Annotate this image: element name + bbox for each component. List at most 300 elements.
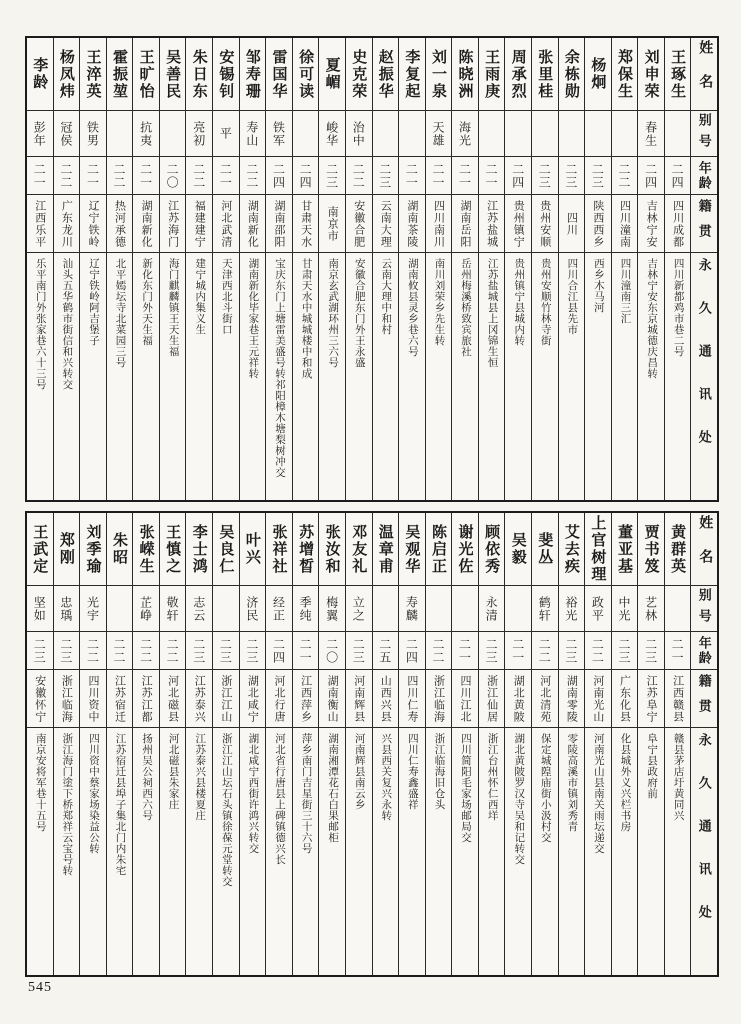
age-cell — [346, 156, 372, 194]
alias-cell — [559, 585, 585, 631]
age-cell — [346, 631, 372, 669]
name-text: 徐可读 — [297, 48, 314, 100]
age-text: 二三 — [244, 637, 259, 664]
native-place-text: 福建建宁 — [193, 199, 206, 248]
entry-column — [558, 38, 585, 500]
age-text: 二二 — [430, 637, 445, 664]
native-place-cell — [160, 194, 186, 252]
address-cell — [479, 727, 505, 975]
name-cell — [186, 38, 212, 110]
header-native-place-cell — [691, 669, 717, 727]
alias-cell — [479, 585, 505, 631]
age-cell — [54, 631, 80, 669]
alias-cell — [240, 585, 266, 631]
alias-cell — [186, 585, 212, 631]
entry-column — [425, 513, 452, 975]
age-cell — [399, 156, 425, 194]
alias-cell — [585, 110, 611, 156]
age-text: 二二 — [112, 162, 127, 189]
address-text: 南京玄武湖环州三六号 — [327, 258, 339, 368]
header-native-place-label: 籍贯 — [696, 198, 712, 249]
address-text: 零陵高溪市镇刘秀青 — [566, 733, 578, 832]
native-place-cell — [133, 194, 159, 252]
native-place-text: 江西萍乡 — [299, 674, 312, 723]
address-text: 乐平南门外张家巷六十三号 — [34, 258, 46, 390]
native-place-text: 江苏泰兴 — [193, 674, 206, 723]
name-cell — [426, 38, 452, 110]
alias-text: 寿山 — [244, 120, 259, 147]
alias-cell — [266, 110, 292, 156]
entry-column — [637, 513, 664, 975]
name-text: 张祥社 — [270, 523, 287, 575]
age-text: 二二 — [351, 162, 366, 189]
name-cell — [80, 38, 106, 110]
age-text: 二二 — [590, 637, 605, 664]
native-place-text: 热河承德 — [113, 199, 126, 248]
address-text: 江苏泰兴县楼夏庄 — [194, 733, 206, 821]
alias-cell — [186, 110, 212, 156]
alias-text: 平 — [218, 127, 233, 140]
age-cell — [452, 156, 478, 194]
alias-cell — [133, 585, 159, 631]
native-place-text: 江苏江都 — [140, 674, 153, 723]
native-place-text: 浙江江山 — [219, 674, 232, 723]
alias-cell — [80, 110, 106, 156]
entry-column — [27, 38, 53, 500]
age-cell — [373, 156, 399, 194]
name-cell — [266, 513, 292, 585]
native-place-cell — [240, 669, 266, 727]
name-cell — [346, 513, 372, 585]
age-cell — [266, 156, 292, 194]
age-cell — [612, 156, 638, 194]
header-alias-cell — [691, 110, 717, 156]
address-text: 萍乡南门吉星街三十六号 — [300, 733, 312, 854]
address-text: 云南大理中和村 — [380, 258, 392, 335]
native-place-text: 浙江仙居 — [485, 674, 498, 723]
native-place-cell — [638, 669, 664, 727]
address-cell — [346, 727, 372, 975]
entry-column — [504, 513, 531, 975]
address-text: 四川新都鸡市巷二号 — [672, 258, 684, 357]
age-text: 二二 — [112, 637, 127, 664]
age-cell — [80, 631, 106, 669]
name-text: 朱昭 — [111, 532, 128, 566]
age-text: 二二 — [165, 637, 180, 664]
name-cell — [319, 513, 345, 585]
native-place-text: 湖南新化 — [140, 199, 153, 248]
native-place-text: 四川潼南 — [618, 199, 631, 248]
name-cell — [160, 38, 186, 110]
address-text: 南川刘荣乡先生转 — [433, 258, 445, 346]
age-text: 二二 — [85, 637, 100, 664]
entry-column — [265, 38, 292, 500]
alias-cell — [452, 110, 478, 156]
entry-column — [425, 38, 452, 500]
header-column — [690, 513, 717, 975]
age-text: 二二 — [617, 162, 631, 189]
name-cell — [107, 38, 133, 110]
age-text: 二一 — [404, 162, 419, 189]
name-text: 斐丛 — [536, 532, 553, 566]
name-text: 王旷怡 — [137, 48, 154, 100]
name-cell — [638, 38, 664, 110]
name-cell — [107, 513, 133, 585]
alias-cell — [293, 585, 319, 631]
native-place-cell — [559, 194, 585, 252]
entry-column — [106, 38, 133, 500]
alias-text: 鹤轩 — [537, 595, 552, 622]
alias-text: 坚如 — [32, 595, 47, 622]
alias-cell — [80, 585, 106, 631]
alias-cell — [346, 110, 372, 156]
age-text: 二一 — [85, 162, 100, 189]
entry-column — [212, 513, 239, 975]
name-cell — [240, 38, 266, 110]
name-cell — [559, 38, 585, 110]
name-text: 叶兴 — [243, 532, 260, 566]
native-place-cell — [266, 194, 292, 252]
age-text: 二二 — [244, 162, 259, 189]
entry-column — [53, 513, 80, 975]
alias-cell — [665, 585, 691, 631]
name-cell — [160, 513, 186, 585]
address-cell — [107, 727, 133, 975]
alias-cell — [585, 585, 611, 631]
native-place-text: 湖北咸宁 — [246, 674, 259, 723]
header-alias-label: 别号 — [696, 112, 712, 155]
address-cell — [186, 252, 212, 500]
name-text: 史克荣 — [350, 48, 367, 100]
address-text: 北平嫣坛寺北菜园三号 — [114, 258, 126, 368]
name-text: 董亚基 — [616, 523, 632, 575]
age-text: 二四 — [271, 162, 286, 189]
address-cell — [399, 727, 425, 975]
native-place-cell — [27, 194, 53, 252]
age-cell — [27, 631, 53, 669]
native-place-cell — [213, 669, 239, 727]
age-text: 二一 — [457, 162, 472, 189]
name-text: 陈晓洲 — [456, 48, 473, 100]
name-cell — [505, 513, 531, 585]
age-cell — [319, 156, 345, 194]
page-number: 545 — [28, 980, 52, 995]
alias-cell — [133, 110, 159, 156]
entry-column — [106, 513, 133, 975]
address-cell — [240, 727, 266, 975]
native-place-text: 云南大理 — [379, 199, 392, 248]
address-text: 保定城隍庙街小汲村交 — [539, 733, 551, 843]
address-text: 江苏宿迁县埠子集北门内朱宅 — [114, 733, 126, 876]
entry-column — [451, 38, 478, 500]
alias-cell — [107, 110, 133, 156]
name-text: 李士鸿 — [190, 523, 207, 575]
alias-cell — [426, 585, 452, 631]
name-text: 刘申荣 — [642, 48, 659, 100]
name-text: 刘一泉 — [429, 48, 446, 100]
entry-column — [611, 38, 638, 500]
alias-cell — [27, 585, 53, 631]
name-cell — [479, 513, 505, 585]
native-place-text: 河南辉县 — [352, 674, 365, 723]
native-place-cell — [319, 669, 345, 727]
name-text: 张嵘生 — [137, 523, 154, 575]
name-cell — [319, 38, 345, 110]
native-place-cell — [399, 669, 425, 727]
alias-cell — [532, 110, 558, 156]
name-cell — [213, 513, 239, 585]
address-text: 四川资中蔡家场染益公转 — [87, 733, 99, 854]
address-cell — [160, 727, 186, 975]
alias-cell — [27, 110, 53, 156]
alias-cell — [213, 585, 239, 631]
age-text: 二四 — [298, 162, 313, 189]
native-place-text: 南京市 — [326, 205, 339, 242]
entry-column — [345, 513, 372, 975]
entry-column — [79, 38, 106, 500]
address-text: 扬州吴公祠西六号 — [141, 733, 153, 821]
name-cell — [665, 38, 691, 110]
header-name-label: 姓名 — [697, 515, 713, 583]
entry-column — [664, 38, 691, 500]
age-text: 二一 — [430, 162, 445, 189]
header-native-place-label: 籍贯 — [696, 673, 712, 724]
address-cell — [54, 727, 80, 975]
native-place-cell — [399, 194, 425, 252]
age-cell — [559, 156, 585, 194]
address-cell — [293, 252, 319, 500]
name-text: 雷国华 — [270, 48, 287, 100]
alias-cell — [505, 585, 531, 631]
age-cell — [186, 156, 212, 194]
entry-column — [27, 513, 53, 975]
address-text: 吉林宁安东京城德庆昌转 — [646, 258, 658, 379]
age-text: 二三 — [484, 637, 499, 664]
age-text: 二三 — [218, 637, 233, 664]
address-cell — [505, 252, 531, 500]
entry-column — [584, 38, 611, 500]
alias-cell — [665, 110, 691, 156]
address-text: 宝庆东门上塘雷美盛号转祁阳樟木塘梨树冲交 — [273, 258, 285, 478]
native-place-cell — [80, 669, 106, 727]
name-text: 邓友礼 — [350, 523, 367, 575]
address-cell — [346, 252, 372, 500]
native-place-text: 陕西西乡 — [591, 199, 604, 248]
name-text: 周承烈 — [509, 48, 526, 100]
address-cell — [373, 252, 399, 500]
native-place-text: 湖南邵阳 — [272, 199, 285, 248]
native-place-text: 江苏海门 — [166, 199, 179, 248]
header-column — [690, 38, 717, 500]
address-text: 辽宁铁岭阿吉堡子 — [87, 258, 99, 346]
name-text: 杨凤炜 — [57, 48, 74, 100]
age-cell — [585, 631, 611, 669]
name-cell — [585, 513, 611, 585]
entry-column — [265, 513, 292, 975]
alias-cell — [266, 585, 292, 631]
native-place-cell — [373, 669, 399, 727]
address-text: 阜宁县政府前 — [646, 733, 658, 799]
name-text: 赵振华 — [376, 48, 393, 100]
alias-text: 峻华 — [324, 120, 339, 147]
entry-column — [372, 38, 399, 500]
age-cell — [213, 631, 239, 669]
native-place-cell — [532, 669, 558, 727]
native-place-text: 湖南岳阳 — [459, 199, 472, 248]
age-cell — [559, 631, 585, 669]
address-text: 河南辉县南云乡 — [353, 733, 365, 810]
alias-cell — [54, 110, 80, 156]
native-place-cell — [107, 194, 133, 252]
address-cell — [293, 727, 319, 975]
native-place-text: 安徽怀宁 — [33, 674, 46, 723]
name-cell — [532, 38, 558, 110]
native-place-cell — [665, 669, 691, 727]
address-text: 甘肃天水中城城楼中和成 — [300, 258, 312, 379]
native-place-cell — [107, 669, 133, 727]
entry-column — [318, 513, 345, 975]
age-cell — [213, 156, 239, 194]
name-cell — [133, 513, 159, 585]
address-cell — [532, 727, 558, 975]
address-cell — [612, 727, 638, 975]
registry-table-bottom — [25, 511, 719, 977]
age-text: 二一 — [138, 162, 153, 189]
name-text: 上官树理 — [589, 515, 606, 583]
native-place-cell — [186, 194, 212, 252]
native-place-text: 湖南新化 — [246, 199, 259, 248]
name-text: 王慎之 — [164, 523, 181, 575]
name-cell — [133, 38, 159, 110]
header-name-cell — [691, 38, 717, 110]
entry-column — [53, 38, 80, 500]
header-address-cell — [691, 727, 717, 975]
alias-cell — [346, 585, 372, 631]
address-cell — [612, 252, 638, 500]
entry-column — [239, 38, 266, 500]
address-text: 建宁城内集义生 — [194, 258, 206, 335]
name-cell — [399, 513, 425, 585]
entry-column — [531, 513, 558, 975]
age-cell — [532, 156, 558, 194]
native-place-text: 四川江北 — [459, 674, 472, 723]
alias-cell — [505, 110, 531, 156]
age-cell — [160, 631, 186, 669]
age-cell — [160, 156, 186, 194]
address-cell — [426, 252, 452, 500]
native-place-cell — [426, 669, 452, 727]
name-cell — [373, 513, 399, 585]
address-cell — [319, 252, 345, 500]
address-cell — [319, 727, 345, 975]
name-text: 吴良仁 — [217, 523, 234, 575]
address-text: 西乡木马河 — [592, 258, 604, 313]
alias-cell — [612, 585, 638, 631]
age-cell — [133, 631, 159, 669]
native-place-text: 河南光山 — [591, 674, 604, 723]
native-place-text: 浙江临海 — [432, 674, 445, 723]
address-cell — [54, 252, 80, 500]
age-cell — [479, 156, 505, 194]
age-cell — [585, 156, 611, 194]
age-cell — [240, 631, 266, 669]
alias-text: 中光 — [617, 595, 631, 622]
native-place-cell — [505, 669, 531, 727]
alias-text: 彭年 — [32, 120, 47, 147]
age-cell — [638, 631, 664, 669]
address-text: 湖南新化毕家巷王元祥转 — [247, 258, 259, 379]
entry-column — [292, 38, 319, 500]
age-cell — [107, 156, 133, 194]
alias-cell — [373, 585, 399, 631]
entry-column — [79, 513, 106, 975]
entry-column — [292, 513, 319, 975]
age-text: 二三 — [58, 637, 73, 664]
name-text: 李龄 — [31, 57, 48, 91]
name-cell — [373, 38, 399, 110]
header-name-cell — [691, 513, 717, 585]
name-cell — [585, 38, 611, 110]
address-text: 湖北黄陂罗汉寺吴和记转交 — [513, 733, 525, 865]
native-place-cell — [559, 669, 585, 727]
address-text: 浙江江山坛石头镇徐葆元堂转交 — [220, 733, 232, 887]
address-cell — [27, 727, 53, 975]
native-place-cell — [426, 194, 452, 252]
address-text: 湖南攸县灵乡巷六号 — [406, 258, 418, 357]
native-place-text: 四川资中 — [86, 674, 99, 723]
native-place-cell — [452, 194, 478, 252]
address-cell — [213, 252, 239, 500]
native-place-cell — [479, 669, 505, 727]
native-place-text: 江苏宿迁 — [113, 674, 126, 723]
address-text: 新化东门外天生福 — [141, 258, 153, 346]
alias-text: 春生 — [643, 120, 658, 147]
alias-cell — [612, 110, 638, 156]
age-cell — [399, 631, 425, 669]
name-cell — [612, 513, 638, 585]
name-text: 李复起 — [403, 48, 420, 100]
address-cell — [266, 252, 292, 500]
name-text: 张里桂 — [536, 48, 553, 100]
address-text: 河北省行唐县上碑镇德兴长 — [273, 733, 285, 865]
native-place-text: 贵州安顺 — [538, 199, 551, 248]
native-place-text: 贵州镇宁 — [512, 199, 525, 248]
registry-table-top — [25, 36, 719, 502]
native-place-text: 甘肃天水 — [299, 199, 312, 248]
name-cell — [479, 38, 505, 110]
name-cell — [426, 513, 452, 585]
address-text: 安徽合肥东门外王永盛 — [353, 258, 365, 368]
name-text: 杨炯 — [589, 57, 606, 91]
native-place-cell — [266, 669, 292, 727]
header-native-place-cell — [691, 194, 717, 252]
name-text: 陈启正 — [429, 523, 446, 575]
age-text: 二四 — [271, 637, 286, 664]
native-place-cell — [452, 669, 478, 727]
address-cell — [532, 252, 558, 500]
name-cell — [27, 513, 53, 585]
native-place-cell — [373, 194, 399, 252]
alias-cell — [479, 110, 505, 156]
address-text: 江苏盐城县上冈锦生恒 — [486, 258, 498, 368]
alias-cell — [426, 110, 452, 156]
native-place-text: 湖南零陵 — [565, 674, 578, 723]
age-cell — [54, 156, 80, 194]
age-cell — [293, 631, 319, 669]
address-cell — [665, 252, 691, 500]
native-place-cell — [293, 669, 319, 727]
address-cell — [638, 252, 664, 500]
